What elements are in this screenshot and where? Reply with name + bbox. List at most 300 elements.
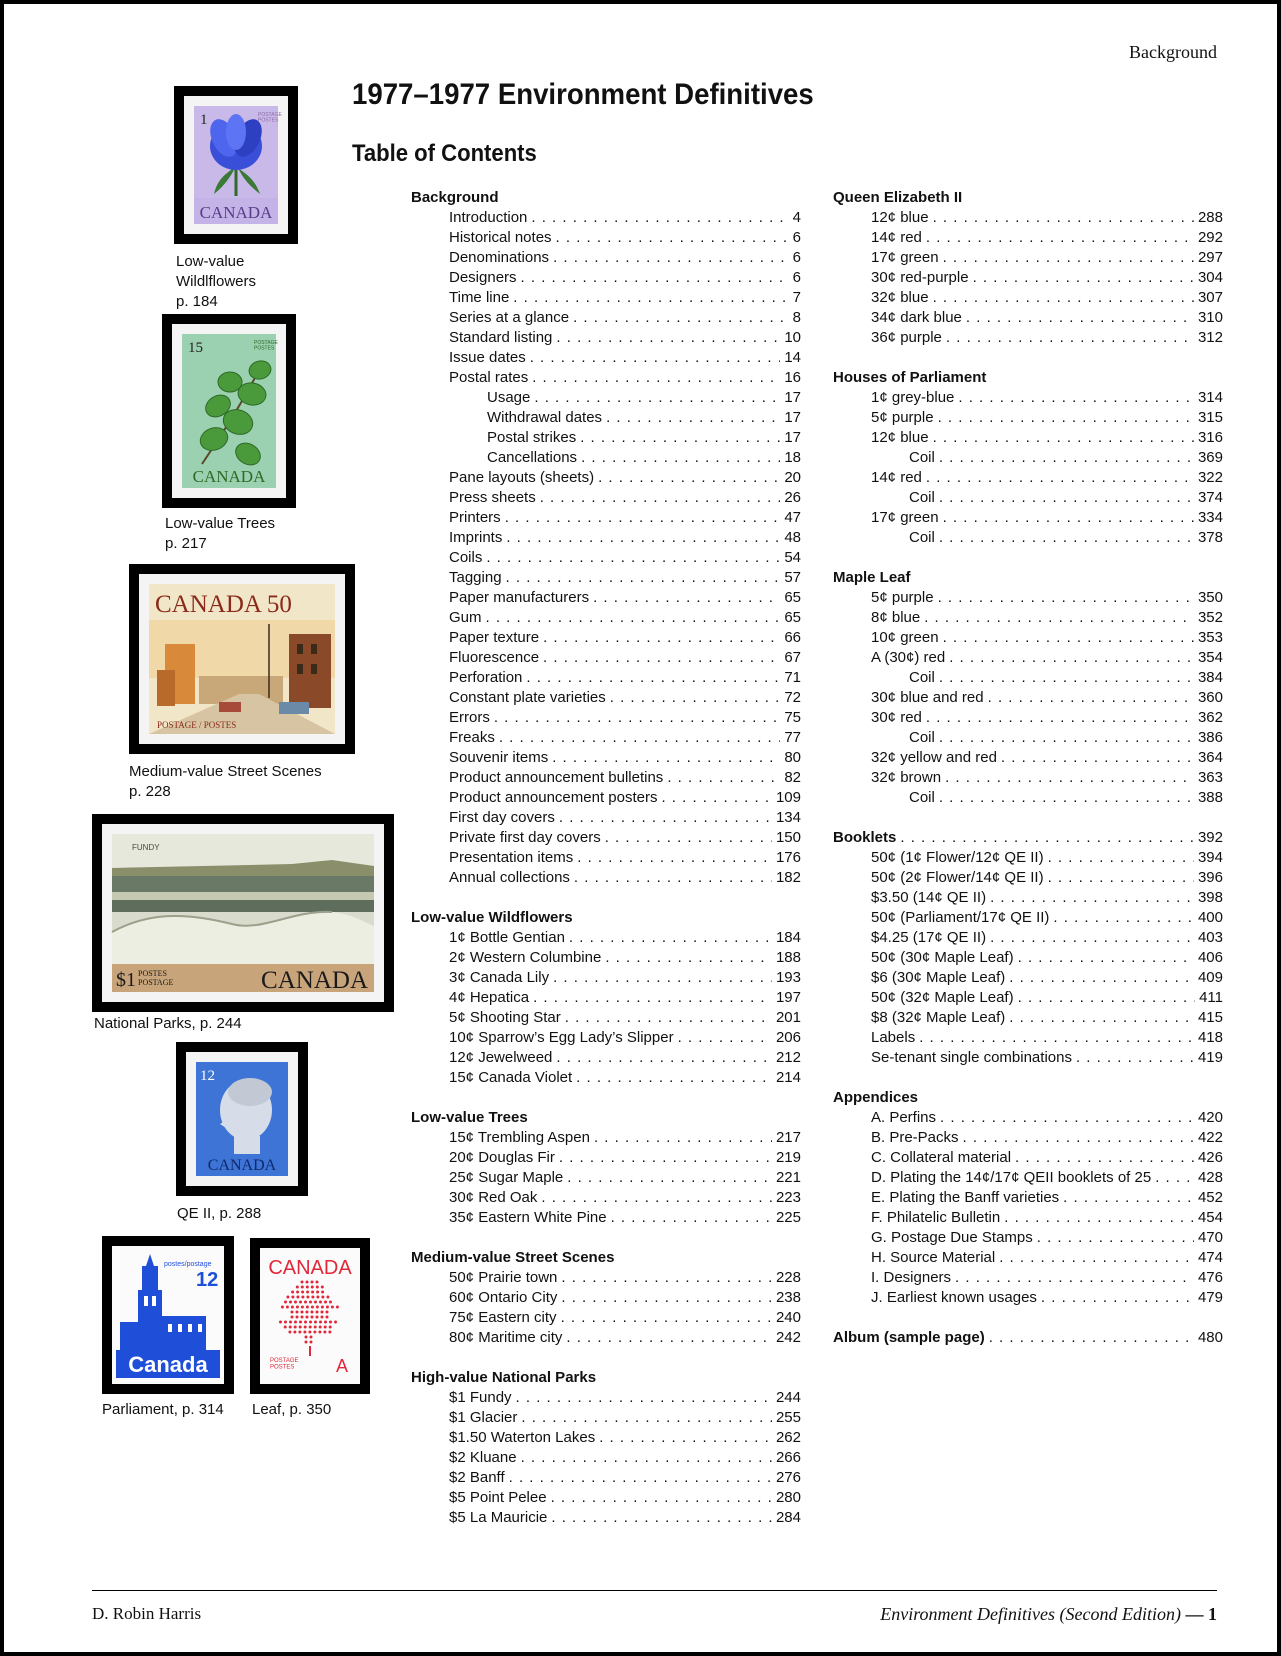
toc-entry-page: 238	[775, 1289, 801, 1306]
toc-entry[interactable]	[411, 228, 801, 248]
toc-entry[interactable]	[411, 1048, 801, 1068]
toc-entry-label: 32¢ blue	[871, 289, 929, 306]
toc-leader-dots	[486, 548, 780, 568]
toc-entry-label: Historical notes	[449, 229, 552, 246]
toc-entry-page: 378	[1197, 529, 1223, 546]
toc-entry-page: 184	[775, 929, 801, 946]
toc-entry-label: 12¢ blue	[871, 429, 929, 446]
toc-entry-label: 5¢ purple	[871, 409, 934, 426]
toc-entry[interactable]	[411, 768, 801, 788]
toc-entry[interactable]	[833, 768, 1223, 788]
toc-entry-label: $6 (30¢ Maple Leaf)	[871, 969, 1006, 986]
toc-entry[interactable]	[411, 1068, 801, 1088]
toc-leader-dots	[599, 1428, 772, 1448]
footer-book: Environment Definitives (Second Edition) — 1	[880, 1604, 1217, 1624]
toc-entry-page: 350	[1197, 589, 1223, 606]
toc-entry[interactable]	[833, 728, 1223, 748]
toc-entry-page: 6	[792, 269, 801, 286]
toc-entry-page: 182	[775, 869, 801, 886]
stamp-country: Canada	[128, 1352, 208, 1377]
toc-entry-page: 360	[1197, 689, 1223, 706]
toc-entry-page: 217	[775, 1129, 801, 1146]
toc-leader-dots	[939, 728, 1194, 748]
stamp-country: CANADA	[199, 203, 273, 222]
toc-leader-dots	[1155, 1168, 1194, 1188]
toc-entry[interactable]	[833, 1248, 1223, 1268]
toc-leader-dots	[576, 1068, 772, 1088]
toc-entry-page: 255	[775, 1409, 801, 1426]
toc-entry[interactable]	[833, 1008, 1223, 1028]
toc-entry[interactable]	[411, 1408, 801, 1428]
toc-entry[interactable]	[833, 268, 1223, 288]
toc-leader-dots	[574, 868, 772, 888]
toc-entry-page: 400	[1197, 909, 1223, 926]
toc-entry[interactable]	[411, 1148, 801, 1168]
toc-entry[interactable]	[833, 948, 1223, 968]
toc-entry-label: $1 Glacier	[449, 1409, 518, 1426]
toc-entry-label: Introduction	[449, 209, 528, 226]
toc-entry-label: Annual collections	[449, 869, 570, 886]
toc-entry[interactable]	[411, 488, 801, 508]
toc-entry-page: 314	[1197, 389, 1223, 406]
toc-leader-dots	[593, 588, 780, 608]
toc-entry-label: $2 Kluane	[449, 1449, 517, 1466]
toc-entry[interactable]	[833, 528, 1223, 548]
toc-leader-dots	[955, 1268, 1194, 1288]
toc-leader-dots	[605, 828, 772, 848]
toc-entry[interactable]	[833, 1208, 1223, 1228]
toc-entry-label: Coil	[909, 489, 935, 506]
toc-section-heading[interactable]: Album (sample page) . . . 480	[833, 1328, 1223, 1348]
toc-entry-page: 206	[775, 1029, 801, 1046]
toc-entry[interactable]	[833, 208, 1223, 228]
toc-entry-label: 75¢ Eastern city	[449, 1309, 557, 1326]
toc-entry[interactable]	[833, 228, 1223, 248]
toc-leader-dots	[506, 568, 781, 588]
toc-entry-page: 57	[784, 569, 801, 586]
tree-stamp	[162, 314, 296, 508]
toc-entry-label: H. Source Material	[871, 1249, 996, 1266]
toc-entry[interactable]	[833, 1268, 1223, 1288]
toc-entry[interactable]	[411, 1288, 801, 1308]
toc-entry[interactable]	[833, 508, 1223, 528]
toc-entry-page: 403	[1197, 929, 1223, 946]
toc-entry[interactable]	[411, 668, 801, 688]
toc-section	[411, 188, 801, 888]
toc-entry[interactable]	[833, 388, 1223, 408]
toc-entry[interactable]	[411, 608, 801, 628]
toc-entry[interactable]	[833, 848, 1223, 868]
toc-entry[interactable]	[411, 468, 801, 488]
toc-entry[interactable]	[833, 1048, 1223, 1068]
toc-entry[interactable]	[833, 1228, 1223, 1248]
toc-leader-dots	[924, 608, 1194, 628]
toc-entry-label: $2 Banff	[449, 1469, 505, 1486]
toc-section	[833, 568, 1223, 808]
toc-entry[interactable]	[833, 1108, 1223, 1128]
toc-entry-label: 80¢ Maritime city	[449, 1329, 563, 1346]
toc-entry-label: 20¢ Douglas Fir	[449, 1149, 555, 1166]
toc-leader-dots	[521, 1408, 772, 1428]
toc-entry[interactable]	[411, 1308, 801, 1328]
toc-entry[interactable]	[411, 988, 801, 1008]
toc-entry-label: Pane layouts (sheets)	[449, 469, 595, 486]
toc-leader-dots	[939, 528, 1194, 548]
toc-leader-dots	[559, 1148, 772, 1168]
stamp-denomination: 15	[188, 340, 203, 356]
toc-entry[interactable]	[833, 488, 1223, 508]
toc-entry-page: 386	[1197, 729, 1223, 746]
toc-entry[interactable]	[411, 568, 801, 588]
toc-entry-page: 4	[792, 209, 801, 226]
toc-section	[411, 1108, 801, 1228]
qe2-stamp	[176, 1042, 308, 1196]
toc-entry-page: 354	[1197, 649, 1223, 666]
toc-entry[interactable]	[833, 968, 1223, 988]
toc-entry[interactable]	[833, 608, 1223, 628]
toc-entry[interactable]	[833, 708, 1223, 728]
toc-entry-page: 18	[784, 449, 801, 466]
toc-entry[interactable]	[411, 588, 801, 608]
toc-leader-dots	[1037, 1228, 1194, 1248]
toc-entry-label: Printers	[449, 509, 501, 526]
toc-entry[interactable]	[411, 1428, 801, 1448]
toc-entry[interactable]	[411, 1188, 801, 1208]
toc-entry-page: 288	[1197, 209, 1223, 226]
stamp-postage-text: POSTAGE POSTES	[254, 340, 278, 352]
toc-entry-page: 297	[1197, 249, 1223, 266]
toc-entry[interactable]	[411, 268, 801, 288]
toc-leader-dots	[553, 968, 772, 988]
toc-entry[interactable]	[833, 1128, 1223, 1148]
toc-entry-label: Souvenir items	[449, 749, 549, 766]
toc-leader-dots	[561, 1268, 772, 1288]
toc-entry-label: 32¢ brown	[871, 769, 942, 786]
toc-entry[interactable]	[411, 1328, 801, 1348]
caption-street-scenes: Medium-value Street Scenes p. 228	[129, 763, 322, 800]
toc-entry[interactable]	[411, 1028, 801, 1048]
toc-leader-dots	[1076, 1048, 1194, 1068]
toc-leader-dots	[486, 608, 781, 628]
toc-section-heading[interactable]: Maple Leaf	[833, 569, 911, 586]
toc-entry-page: 426	[1197, 1149, 1223, 1166]
toc-entry-label: 50¢ Prairie town	[449, 1269, 558, 1286]
toc-entry-label: Fluorescence	[449, 649, 540, 666]
toc-entry-label: Freaks	[449, 729, 495, 746]
toc-entry-label: Se-tenant single combinations	[871, 1049, 1072, 1066]
toc-entry[interactable]	[411, 248, 801, 268]
toc-entry-page: 284	[775, 1509, 801, 1526]
toc-leader-dots	[1009, 968, 1194, 988]
stamp-denomination: 12	[196, 1269, 219, 1291]
toc-entry[interactable]	[411, 1208, 801, 1228]
toc-entry[interactable]	[833, 308, 1223, 328]
toc-leader-dots	[513, 288, 788, 308]
toc-leader-dots	[505, 508, 781, 528]
toc-entry-label: 35¢ Eastern White Pine	[449, 1209, 607, 1226]
toc-entry-label: 14¢ red	[871, 469, 922, 486]
toc-leader-dots	[580, 428, 780, 448]
toc-entry-label: 50¢ (2¢ Flower/14¢ QE II)	[871, 869, 1044, 886]
toc-entry-page: 193	[775, 969, 801, 986]
toc-entry[interactable]	[411, 348, 801, 368]
toc-section-heading[interactable]: Background	[411, 189, 499, 206]
toc-entry[interactable]	[411, 748, 801, 768]
toc-leader-dots	[999, 1248, 1194, 1268]
toc-entry[interactable]	[833, 928, 1223, 948]
toc-section	[833, 188, 1223, 348]
toc-entry[interactable]	[411, 1128, 801, 1148]
toc-entry-page: 312	[1197, 329, 1223, 346]
toc-entry[interactable]	[411, 408, 801, 428]
toc-section-heading[interactable]: Queen Elizabeth II	[833, 189, 963, 206]
toc-leader-dots	[943, 508, 1194, 528]
toc-entry-page: 65	[784, 609, 801, 626]
toc-entry[interactable]	[411, 288, 801, 308]
toc-entry-page: 470	[1197, 1229, 1223, 1246]
toc-leader-dots	[1004, 1208, 1194, 1228]
toc-entry-page: 396	[1197, 869, 1223, 886]
footer-rule	[92, 1590, 1217, 1591]
toc-entry[interactable]	[833, 288, 1223, 308]
toc-right-column	[833, 188, 1223, 1368]
toc-entry-label: Standard listing	[449, 329, 553, 346]
toc-entry[interactable]	[411, 708, 801, 728]
toc-section-heading[interactable]: High-value National Parks	[411, 1369, 597, 1386]
toc-section-heading[interactable]: Appendices	[833, 1089, 919, 1106]
toc-entry-label: Issue dates	[449, 349, 526, 366]
toc-leader-dots	[509, 1468, 772, 1488]
toc-entry[interactable]	[411, 1468, 801, 1488]
toc-section	[833, 1328, 1223, 1348]
toc-leader-dots	[565, 1008, 772, 1028]
footer-author: D. Robin Harris	[92, 1604, 202, 1623]
maple-leaf-stamp	[250, 1238, 370, 1394]
caption-national-parks: National Parks, p. 244	[94, 1015, 242, 1032]
toc-entry[interactable]	[833, 648, 1223, 668]
caption-leaf: Leaf, p. 350	[252, 1401, 332, 1418]
toc-leader-dots	[926, 708, 1194, 728]
footer-page-number: 1	[1208, 1604, 1217, 1624]
toc-entry[interactable]	[411, 1448, 801, 1468]
toc-entry[interactable]	[411, 548, 801, 568]
toc-entry[interactable]	[833, 748, 1223, 768]
toc-entry-page: 7	[792, 289, 801, 306]
toc-entry-page: 26	[784, 489, 801, 506]
toc-leader-dots	[945, 768, 1194, 788]
toc-entry[interactable]	[411, 648, 801, 668]
toc-entry[interactable]	[411, 688, 801, 708]
toc-entry[interactable]	[411, 1008, 801, 1028]
toc-section-heading[interactable]: Low-value Trees	[411, 1109, 528, 1126]
toc-leader-dots	[1018, 948, 1194, 968]
toc-entry-page: 398	[1197, 889, 1223, 906]
toc-entry-label: 1¢ grey-blue	[871, 389, 955, 406]
toc-leader-dots	[661, 788, 772, 808]
toc-section-heading[interactable]: Medium-value Street Scenes	[411, 1249, 615, 1266]
toc-entry[interactable]	[411, 1268, 801, 1288]
toc-entry-label: $4.25 (17¢ QE II)	[871, 929, 987, 946]
toc-entry[interactable]	[833, 328, 1223, 348]
caption-parliament: Parliament, p. 314	[102, 1401, 224, 1418]
toc-entry[interactable]	[411, 1168, 801, 1188]
toc-entry-page: 418	[1197, 1029, 1223, 1046]
toc-entry[interactable]	[833, 408, 1223, 428]
toc-leader-dots	[990, 928, 1194, 948]
toc-entry[interactable]	[411, 308, 801, 328]
toc-entry-page: 353	[1197, 629, 1223, 646]
toc-section	[833, 828, 1223, 1068]
toc-leader-dots	[988, 688, 1194, 708]
toc-entry[interactable]	[411, 948, 801, 968]
toc-entry[interactable]	[411, 1508, 801, 1528]
toc-entry[interactable]	[833, 1168, 1223, 1188]
toc-entry[interactable]	[833, 628, 1223, 648]
toc-entry-label: Private first day covers	[449, 829, 601, 846]
street-scene-stamp	[129, 564, 355, 754]
toc-entry[interactable]	[411, 788, 801, 808]
toc-entry[interactable]	[411, 1488, 801, 1508]
toc-entry-label: Withdrawal dates	[487, 409, 603, 426]
toc-entry[interactable]	[833, 1188, 1223, 1208]
toc-entry-label: Coil	[909, 789, 935, 806]
toc-entry-page: 362	[1197, 709, 1223, 726]
toc-entry[interactable]	[411, 848, 801, 868]
toc-leader-dots	[943, 248, 1194, 268]
toc-entry[interactable]	[411, 728, 801, 748]
toc-entry[interactable]	[833, 1028, 1223, 1048]
toc-entry-label: 30¢ red	[871, 709, 922, 726]
toc-entry-page: 72	[784, 689, 801, 706]
toc-leader-dots	[1018, 988, 1195, 1008]
toc-entry-label: 50¢ (Parliament/17¢ QE II)	[871, 909, 1050, 926]
toc-entry-label: Imprints	[449, 529, 503, 546]
toc-entry-label: $8 (32¢ Maple Leaf)	[871, 1009, 1006, 1026]
toc-leader-dots	[506, 528, 780, 548]
toc-entry[interactable]	[833, 468, 1223, 488]
toc-leader-dots	[1048, 868, 1194, 888]
toc-entry[interactable]	[411, 448, 801, 468]
toc-entry[interactable]	[411, 868, 801, 888]
toc-entry[interactable]	[833, 1148, 1223, 1168]
toc-leader-dots	[939, 488, 1194, 508]
stamp-country: CANADA	[207, 1157, 277, 1174]
caption-trees: Low-value Trees p. 217	[165, 515, 276, 552]
toc-entry-label: 30¢ red-purple	[871, 269, 969, 286]
toc-entry[interactable]	[833, 688, 1223, 708]
toc-entry-label: $3.50 (14¢ QE II)	[871, 889, 987, 906]
toc-leader-dots	[533, 988, 772, 1008]
toc-entry-label: Coils	[449, 549, 483, 566]
toc-entry-page: 474	[1197, 1249, 1223, 1266]
toc-entry[interactable]	[411, 368, 801, 388]
toc-entry-label: 30¢ blue and red	[871, 689, 984, 706]
toc-entry-label: 2¢ Western Columbine	[449, 949, 602, 966]
stamp-postage-text: POSTAGE / POSTES	[157, 720, 237, 730]
toc-entry[interactable]	[411, 1388, 801, 1408]
toc-leader-dots	[667, 768, 780, 788]
toc-entry[interactable]	[833, 988, 1223, 1008]
toc-entry[interactable]	[833, 868, 1223, 888]
toc-entry-label: 1¢ Bottle Gentian	[449, 929, 565, 946]
toc-entry[interactable]	[411, 428, 801, 448]
toc-entry[interactable]	[833, 1288, 1223, 1308]
toc-entry-label: $5 La Mauricie	[449, 1509, 548, 1526]
stamp-country: CANADA	[268, 1257, 352, 1279]
toc-entry-page: 54	[784, 549, 801, 566]
toc-entry[interactable]	[833, 448, 1223, 468]
toc-entry[interactable]	[411, 808, 801, 828]
toc-leader-dots	[540, 488, 781, 508]
toc-entry-page: 17	[784, 389, 801, 406]
stamp-postage-text: POSTAGE POSTES	[258, 112, 282, 124]
toc-entry-label: First day covers	[449, 809, 555, 826]
stamp-header: CANADA 50	[155, 591, 292, 618]
toc-entry-label: Cancellations	[487, 449, 578, 466]
toc-entry[interactable]	[411, 208, 801, 228]
toc-entry[interactable]	[833, 908, 1223, 928]
toc-entry[interactable]	[833, 428, 1223, 448]
toc-leader-dots	[966, 308, 1194, 328]
toc-section	[833, 368, 1223, 548]
toc-entry-page: 75	[784, 709, 801, 726]
toc-entry-label: C. Collateral material	[871, 1149, 1012, 1166]
toc-entry-page: 388	[1197, 789, 1223, 806]
toc-entry-label: J. Earliest known usages	[871, 1289, 1037, 1306]
toc-leader-dots	[532, 368, 780, 388]
toc-entry[interactable]	[833, 248, 1223, 268]
toc-entry[interactable]	[411, 928, 801, 948]
toc-section-heading[interactable]: Low-value Wildflowers	[411, 909, 573, 926]
toc-leader-dots	[531, 208, 788, 228]
toc-entry[interactable]	[411, 328, 801, 348]
toc-entry-page: 80	[784, 749, 801, 766]
toc-leader-dots	[494, 708, 780, 728]
toc-section-heading[interactable]: Houses of Parliament	[833, 369, 987, 386]
toc-entry[interactable]	[833, 588, 1223, 608]
toc-entry-label: Product announcement posters	[449, 789, 658, 806]
toc-entry[interactable]	[833, 888, 1223, 908]
toc-entry-label: Paper texture	[449, 629, 540, 646]
stamp-denomination: 1	[200, 112, 208, 128]
toc-section-heading[interactable]: Booklets . . . 392	[833, 828, 1223, 848]
toc-entry[interactable]	[411, 528, 801, 548]
toc-leader-dots	[933, 208, 1194, 228]
toc-entry-page: 47	[784, 509, 801, 526]
toc-entry-label: 25¢ Sugar Maple	[449, 1169, 564, 1186]
toc-entry[interactable]	[411, 968, 801, 988]
toc-entry-page: 150	[775, 829, 801, 846]
toc-entry-page: 422	[1197, 1129, 1223, 1146]
toc-entry[interactable]	[833, 668, 1223, 688]
toc-entry-page: 188	[775, 949, 801, 966]
toc-entry-label: A. Perfins	[871, 1109, 937, 1126]
toc-entry[interactable]	[411, 628, 801, 648]
toc-leader-dots	[556, 228, 789, 248]
toc-entry-label: Postal strikes	[487, 429, 577, 446]
toc-entry[interactable]	[833, 788, 1223, 808]
toc-entry[interactable]	[411, 388, 801, 408]
toc-entry-page: 225	[775, 1209, 801, 1226]
toc-entry-label: Usage	[487, 389, 531, 406]
toc-entry[interactable]	[411, 828, 801, 848]
toc-entry-page: 406	[1197, 949, 1223, 966]
toc-entry-page: 212	[775, 1049, 801, 1066]
toc-entry[interactable]	[411, 508, 801, 528]
toc-entry-page: 266	[775, 1449, 801, 1466]
toc-entry-page: 219	[775, 1149, 801, 1166]
toc-leader-dots	[939, 788, 1194, 808]
